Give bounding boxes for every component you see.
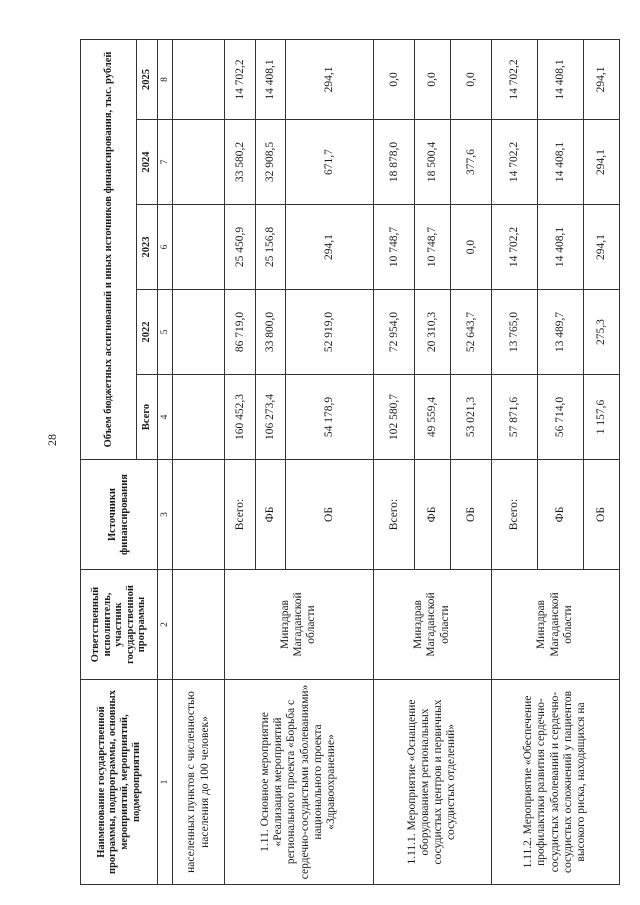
rotated-page	[80, 40, 620, 885]
value-cell: 14 702,2	[491, 120, 537, 205]
value-cell: 0,0	[373, 39, 414, 119]
table-row	[491, 39, 537, 884]
value-cell: 49 559,4	[414, 375, 450, 460]
column-numbers-row	[157, 39, 172, 884]
header-volume: Объем бюджетных ассигнований и иных источников финансирования, тыс. рублей	[81, 39, 137, 459]
executor-cell: Минздрав Магаданской области	[224, 570, 373, 680]
header-source: Источники финансирования	[81, 460, 158, 570]
continuation-name: населенных пунктов с численностью населения до 100 человек»	[173, 680, 224, 885]
value-cell: 18 878,0	[373, 120, 414, 205]
value-cell: 0,0	[414, 39, 450, 119]
value-cell: 275,3	[583, 290, 619, 375]
header-year: 2024	[137, 120, 158, 205]
value-cell: 33 800,0	[255, 290, 286, 375]
table-row	[373, 39, 414, 884]
value-cell: 294,1	[286, 39, 373, 119]
source-cell: ФБ	[537, 460, 583, 570]
value-cell: 13 489,7	[537, 290, 583, 375]
value-cell: 52 919,0	[286, 290, 373, 375]
value-cell: 102 580,7	[373, 375, 414, 460]
value-cell: 106 273,4	[255, 375, 286, 460]
source-cell: Всего:	[373, 460, 414, 570]
value-cell: 0,0	[450, 39, 491, 119]
page-number: 28	[45, 434, 59, 446]
column-number: 6	[157, 205, 172, 290]
continuation-row	[173, 39, 224, 884]
value-cell: 14 408,1	[255, 39, 286, 119]
value-cell: 56 714,0	[537, 375, 583, 460]
column-number: 3	[157, 460, 172, 570]
source-cell: Всего:	[491, 460, 537, 570]
header-year: 2023	[137, 205, 158, 290]
value-cell: 377,6	[450, 120, 491, 205]
column-number: 7	[157, 120, 172, 205]
column-number: 4	[157, 375, 172, 460]
header-executor: Ответственный исполнитель, участник государственной программы	[81, 570, 158, 680]
column-number: 8	[157, 39, 172, 119]
header-year: 2022	[137, 290, 158, 375]
value-cell: 14 702,2	[224, 39, 255, 119]
value-cell: 52 643,7	[450, 290, 491, 375]
value-cell: 33 580,2	[224, 120, 255, 205]
source-cell: ОБ	[583, 460, 619, 570]
value-cell: 32 908,5	[255, 120, 286, 205]
value-cell: 294,1	[286, 205, 373, 290]
measure-name: 1.11. Основное мероприятие «Реализация мероприятий регионального проекта «Борьба с сердечно-сосудистыми заболеваниями» национального проекта «Здравоохранение»	[224, 680, 373, 885]
value-cell: 18 500,4	[414, 120, 450, 205]
measure-name: 1.11.1. Мероприятие «Оснащение оборудованием региональных сосудистых центров и первичных сосудистых отделений»	[373, 680, 491, 885]
value-cell: 1 157,6	[583, 375, 619, 460]
value-cell: 53 021,3	[450, 375, 491, 460]
source-cell: ОБ	[286, 460, 373, 570]
executor-cell: Минздрав Магаданской области	[373, 570, 491, 680]
value-cell: 10 748,7	[373, 205, 414, 290]
value-cell: 671,7	[286, 120, 373, 205]
column-number: 5	[157, 290, 172, 375]
value-cell: 13 765,0	[491, 290, 537, 375]
value-cell: 14 702,2	[491, 39, 537, 119]
value-cell: 72 954,0	[373, 290, 414, 375]
value-cell: 14 702,2	[491, 205, 537, 290]
column-number: 1	[157, 680, 172, 885]
source-cell: ФБ	[255, 460, 286, 570]
value-cell: 25 156,8	[255, 205, 286, 290]
column-number: 2	[157, 570, 172, 680]
financing-table	[80, 39, 620, 885]
header-year: 2025	[137, 39, 158, 119]
header-year: Всего	[137, 375, 158, 460]
value-cell: 20 310,3	[414, 290, 450, 375]
source-cell: ФБ	[414, 460, 450, 570]
executor-cell: Минздрав Магаданской области	[491, 570, 619, 680]
value-cell: 14 408,1	[537, 205, 583, 290]
value-cell: 294,1	[583, 205, 619, 290]
value-cell: 160 452,3	[224, 375, 255, 460]
value-cell: 25 450,9	[224, 205, 255, 290]
value-cell: 294,1	[583, 120, 619, 205]
value-cell: 10 748,7	[414, 205, 450, 290]
value-cell: 14 408,1	[537, 120, 583, 205]
measure-name: 1.11.2. Мероприятие «Обеспечение профилактики развития сердечно-сосудистых заболеваний и сердечно-сосудистых осложнений у пациентов высокого риска, находящихся на	[491, 680, 619, 885]
value-cell: 294,1	[583, 39, 619, 119]
value-cell: 0,0	[450, 205, 491, 290]
value-cell: 54 178,9	[286, 375, 373, 460]
source-cell: ОБ	[450, 460, 491, 570]
value-cell: 86 719,0	[224, 290, 255, 375]
table-row	[224, 39, 255, 884]
header-name: Наименование государственной программы, подпрограммы, основных мероприятий, мероприятий, подмероприятий	[81, 680, 158, 885]
value-cell: 14 408,1	[537, 39, 583, 119]
source-cell: Всего:	[224, 460, 255, 570]
value-cell: 57 871,6	[491, 375, 537, 460]
